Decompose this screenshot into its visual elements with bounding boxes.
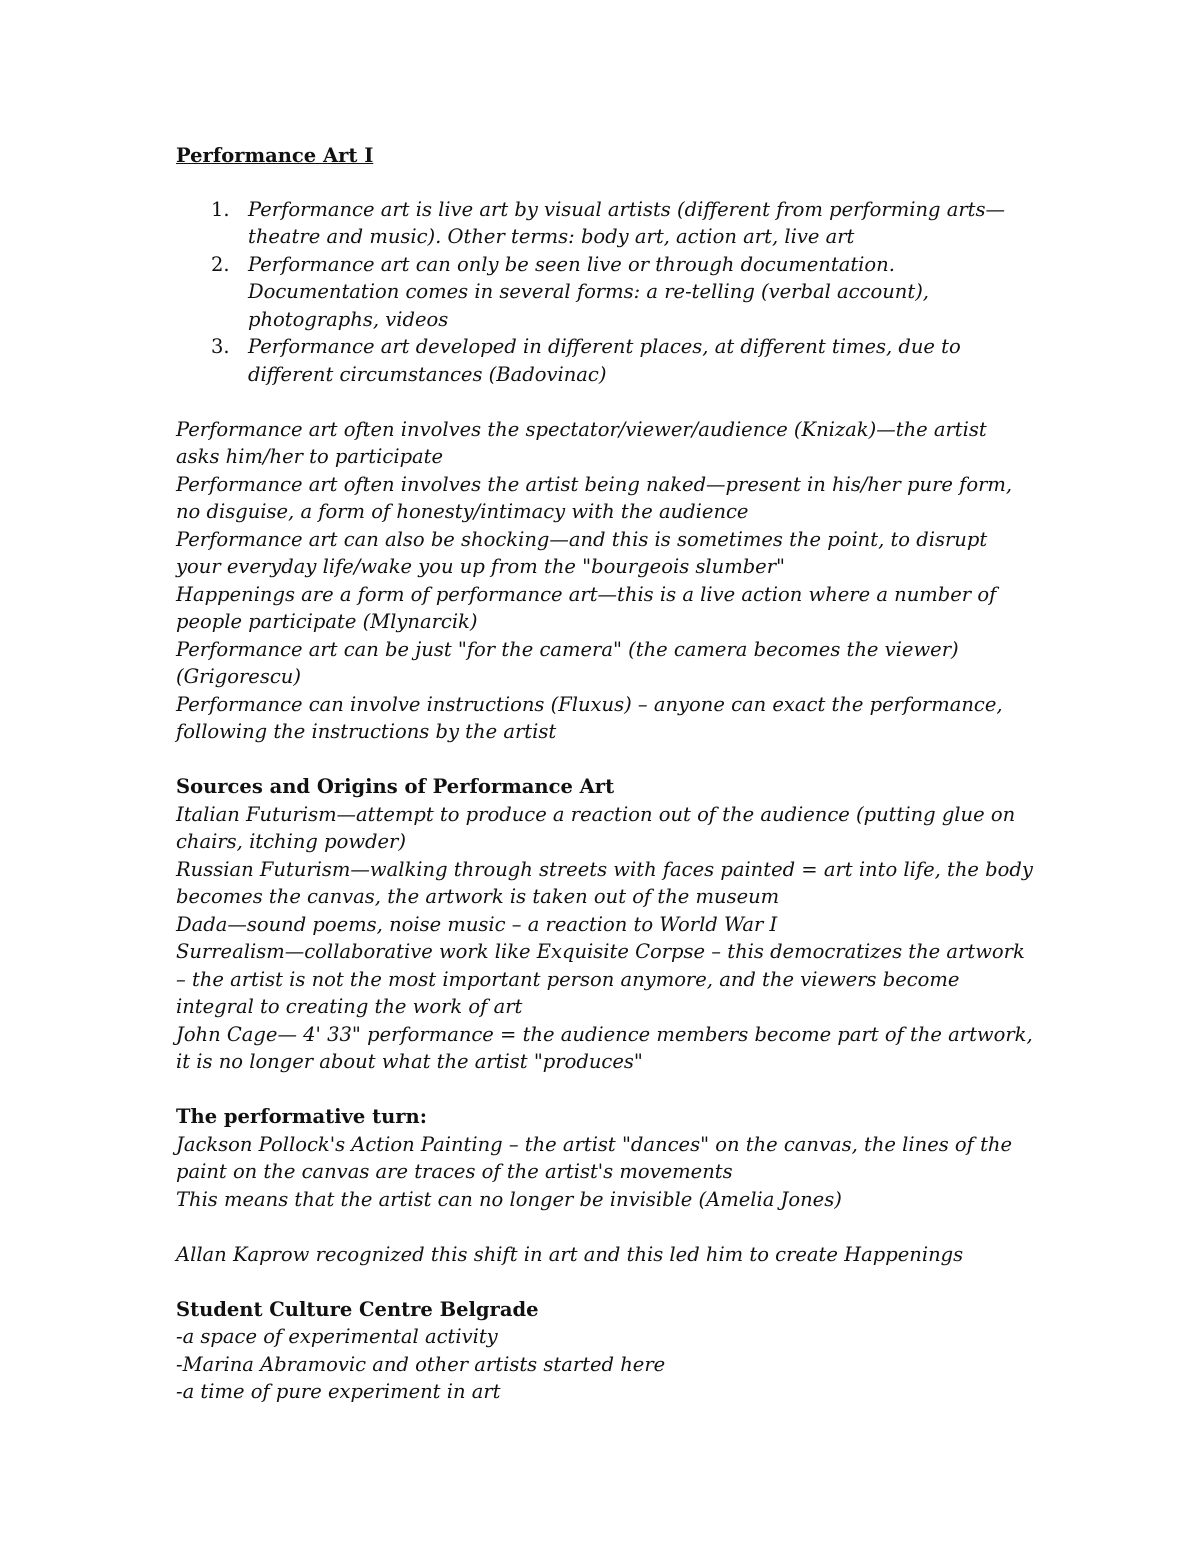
performative-turn-section — [176, 1103, 1036, 1213]
source-line: Surrealism—collaborative work like Exquisite Corpse – this democratizes the artwork – the artist is not the most important person anymore, and the viewers become integral to creating the work of art — [176, 940, 1025, 1018]
numbered-item — [176, 333, 1036, 388]
performative-turn-line: Jackson Pollock's Action Painting – the artist "dances" on the canvas, the lines of the paint on the canvas are traces of the artist's movements — [176, 1132, 1013, 1183]
characteristics-section — [176, 416, 1036, 746]
student-centre-line: -Marina Abramovic and other artists started here — [176, 1352, 666, 1376]
source-line: Dada—sound poems, noise music – a reaction to World War I — [176, 912, 778, 936]
characteristic-line: Performance art often involves the spectator/viewer/audience (Knizak)—the artist asks him/her to participate — [176, 417, 987, 468]
student-centre-line: -a time of pure experiment in art — [176, 1380, 501, 1403]
characteristic-line: Happenings are a form of performance art—this is a live action where a number of people participate (Mlynarcik) — [176, 582, 997, 633]
item-text: Performance art is live art by visual artists (different from performing arts—theatre and music). Other terms: body art, action art, live art — [248, 197, 1005, 248]
kaprow-note: Allan Kaprow recognized this shift in art and this led him to create Happenings — [176, 1242, 964, 1266]
source-line: Russian Futurism—walking through streets with faces painted = art into life, the body becomes the canvas, the artwork is taken out of the museum — [176, 857, 1033, 908]
student-centre-heading: Student Culture Centre Belgrade — [176, 1297, 539, 1321]
characteristic-line: Performance art can be just "for the camera" (the camera becomes the viewer) (Grigorescu) — [176, 637, 959, 688]
student-centre-line: -a space of experimental activity — [176, 1325, 498, 1348]
numbered-list — [176, 196, 1036, 389]
item-text: Performance art can only be seen live or through documentation. Documentation comes in several forms: a re-telling (verbal account), photographs, videos — [248, 252, 929, 331]
characteristic-line: Performance art often involves the artist being naked—present in his/her pure form, no disguise, a form of honesty/intimacy with the audience — [176, 472, 1013, 523]
numbered-item — [176, 251, 1036, 334]
characteristic-line: Performance art can also be shocking—and this is sometimes the point, to disrupt your everyday life/wake you up from the "bourgeois slumber" — [176, 527, 988, 578]
kaprow-section — [176, 1241, 1036, 1269]
source-line: Italian Futurism—attempt to produce a reaction out of the audience (putting glue on chairs, itching powder) — [176, 802, 1016, 853]
performative-turn-line: This means that the artist can no longer be invisible (Amelia Jones) — [176, 1187, 842, 1211]
student-centre-section — [176, 1296, 1036, 1406]
characteristic-line: Performance can involve instructions (Fluxus) – anyone can exact the performance, following the instructions by the artist — [176, 692, 1003, 743]
item-number: 3. — [211, 335, 230, 358]
performative-turn-heading: The performative turn: — [176, 1105, 427, 1128]
document-title: Performance Art I — [176, 144, 374, 167]
item-number: 2. — [211, 252, 230, 276]
numbered-item — [176, 196, 1036, 251]
item-number: 1. — [211, 197, 230, 221]
item-text: Performance art developed in different places, at different times, due to different circumstances (Badovinac) — [248, 335, 961, 386]
source-line: John Cage— 4' 33" performance = the audience members become part of the artwork, it is no longer about what the artist "produces" — [176, 1022, 1033, 1073]
document-page — [176, 140, 1036, 1406]
sources-heading: Sources and Origins of Performance Art — [176, 775, 615, 798]
sources-section — [176, 773, 1036, 1076]
